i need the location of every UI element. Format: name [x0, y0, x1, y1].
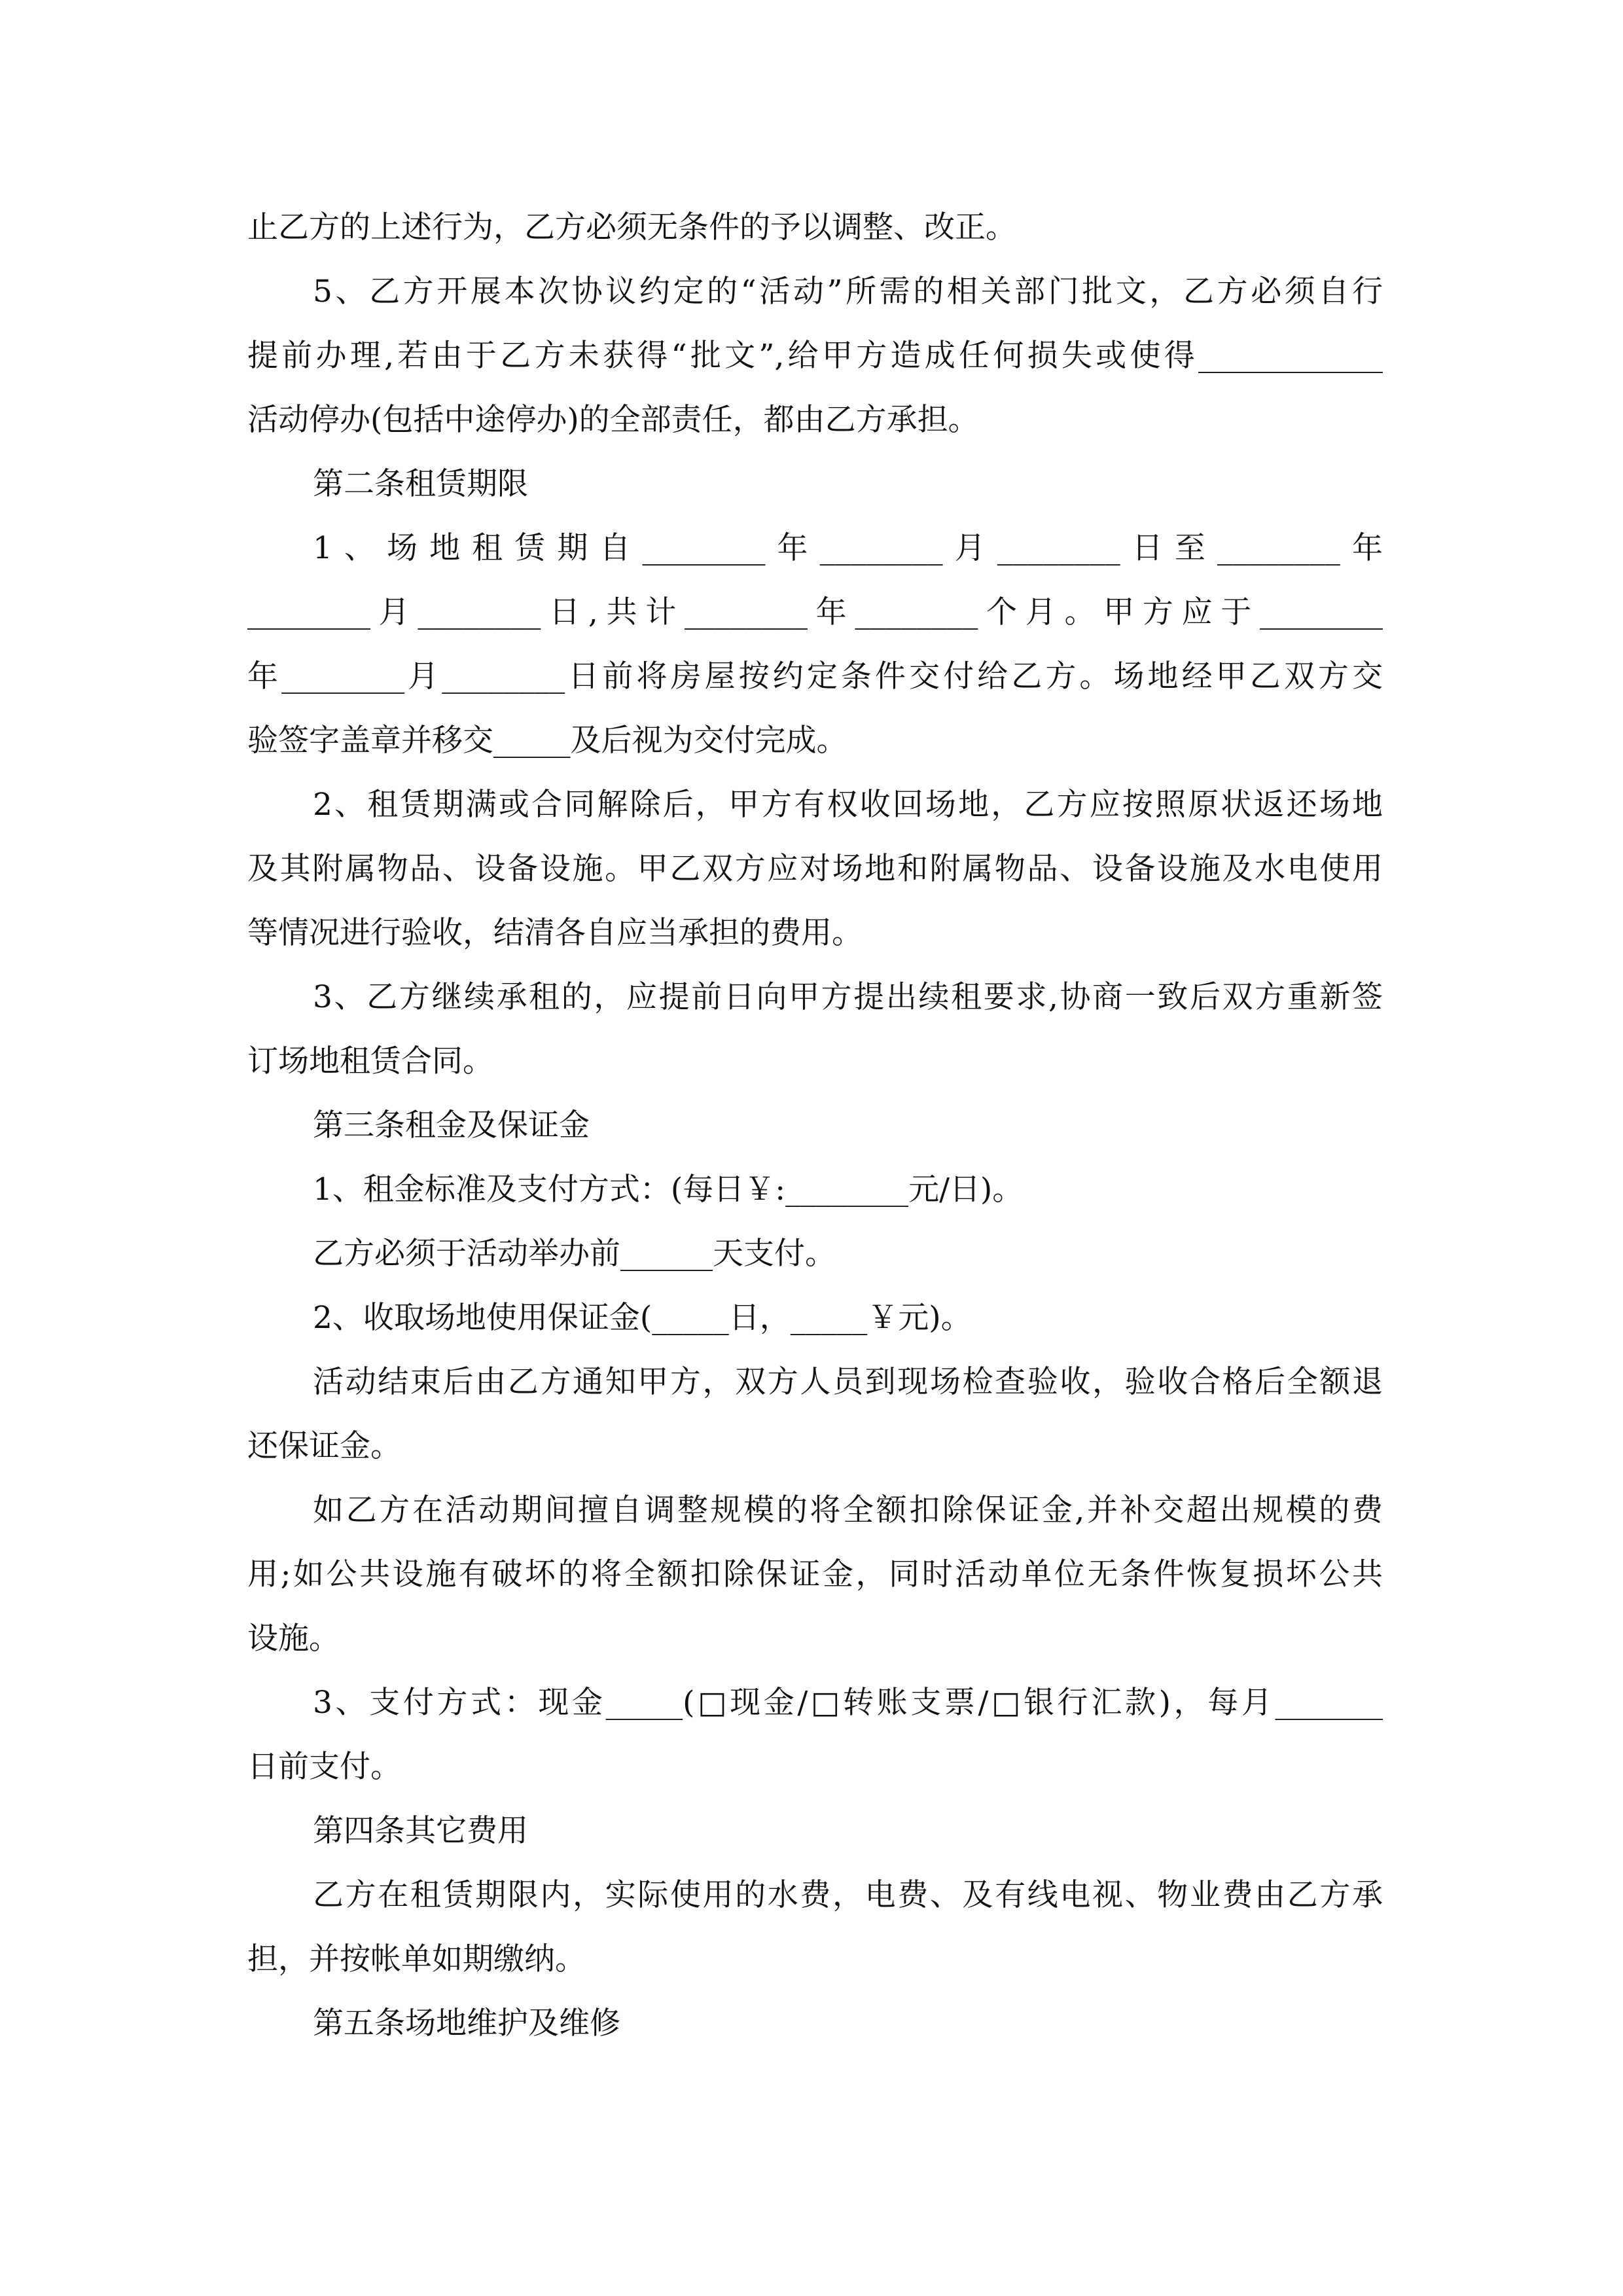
text-line: ________月________日,共计________年________个月。甲方应于________	[247, 594, 1383, 630]
text-line: 1、租金标准及支付方式：(每日￥:________元/日)。	[313, 1172, 1024, 1208]
section-heading: 第二条租赁期限	[313, 466, 528, 502]
text-line: 用;如公共设施有破坏的将全额扣除保证金，同时活动单位无条件恢复损坏公共	[247, 1556, 1383, 1592]
text-line: 年________月________日前将房屋按约定条件交付给乙方。场地经甲乙双方交	[247, 658, 1383, 694]
text-line: 及其附属物品、设备设施。甲乙双方应对场地和附属物品、设备设施及水电使用	[247, 851, 1383, 887]
text-line: 2、收取场地使用保证金(_____日，_____￥元)。	[313, 1300, 972, 1336]
text-line: 乙方在租赁期限内，实际使用的水费，电费、及有线电视、物业费由乙方承	[313, 1877, 1383, 1913]
section-heading: 第四条其它费用	[313, 1813, 528, 1849]
text-line: 活动停办(包括中途停办)的全部责任，都由乙方承担。	[247, 402, 979, 438]
section-heading: 第三条租金及保证金	[313, 1107, 590, 1143]
text-line: 日前支付。	[247, 1749, 401, 1785]
text-line: 如乙方在活动期间擅自调整规模的将全额扣除保证金,并补交超出规模的费	[313, 1492, 1383, 1528]
text-line: 等情况进行验收，结清各自应当承担的费用。	[247, 915, 863, 951]
text-line: 3、支付方式：现金_____(□现金/□转账支票/□银行汇款)，每月_______	[313, 1685, 1383, 1721]
text-line: 乙方必须于活动举办前______天支付。	[313, 1236, 836, 1272]
text-line: 提前办理,若由于乙方未获得“批文”,给甲方造成任何损失或使得____________	[247, 338, 1383, 374]
text-line: 止乙方的上述行为，乙方必须无条件的予以调整、改正。	[247, 209, 1016, 245]
text-line: 5、乙方开展本次协议约定的“活动”所需的相关部门批文，乙方必须自行	[313, 274, 1383, 310]
text-line: 活动结束后由乙方通知甲方，双方人员到现场检查验收，验收合格后全额退	[313, 1364, 1383, 1400]
text-line: 订场地租赁合同。	[247, 1043, 493, 1079]
text-line: 1、场地租赁期自________年________月________日至________年	[313, 530, 1383, 566]
text-line: 担，并按帐单如期缴纳。	[247, 1941, 586, 1977]
text-line: 2、租赁期满或合同解除后，甲方有权收回场地，乙方应按照原状返还场地	[313, 787, 1383, 823]
text-line: 还保证金。	[247, 1428, 401, 1464]
text-line: 验签字盖章并移交_____及后视为交付完成。	[247, 723, 847, 759]
text-line: 设施。	[247, 1621, 340, 1657]
text-line: 3、乙方继续承租的，应提前日向甲方提出续租要求,协商一致后双方重新签	[313, 979, 1383, 1015]
section-heading: 第五条场地维护及维修	[313, 2005, 620, 2041]
contract-page-body	[247, 196, 1383, 2056]
